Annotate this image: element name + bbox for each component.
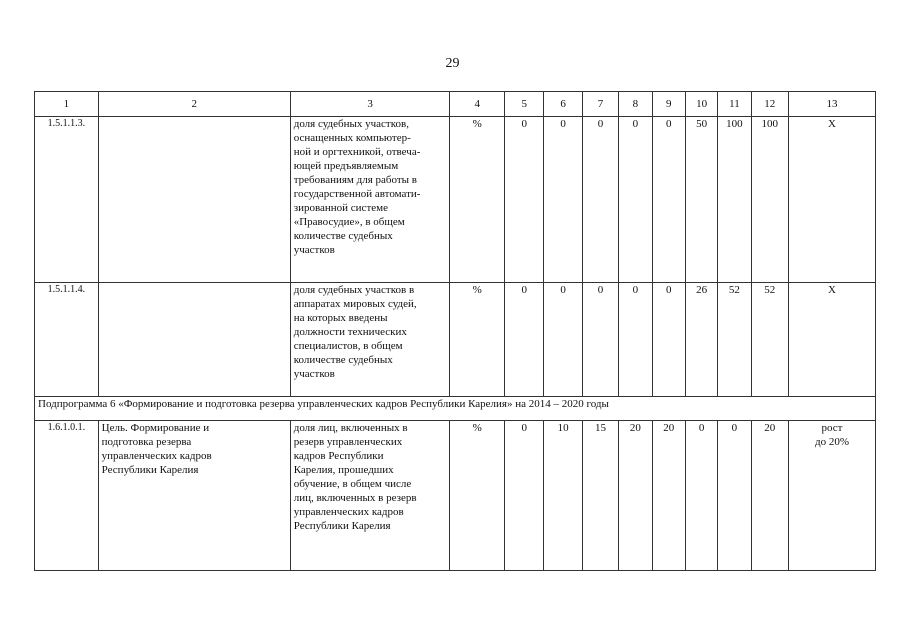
row-value: 0	[685, 421, 717, 571]
row-code: 1.5.1.1.3.	[35, 117, 99, 283]
subprogram-title: Подпрограмма 6 «Формирование и подготовка резерва управленческих кадров Республики Карелия» на 2014 – 2020 годы	[35, 397, 876, 421]
row-value: 100	[718, 117, 751, 283]
row-value: 0	[582, 117, 618, 283]
row-indicator: доля лиц, включенных в резерв управленческих кадров Республики Карелия, прошедших обучение, в общем числе лиц, включенных в резерв управленческих кадров Республики Карелия	[290, 421, 450, 571]
row-result: рост до 20%	[788, 421, 875, 571]
header-cell: 1	[35, 92, 99, 117]
row-value: 0	[505, 283, 544, 397]
row-value: 26	[685, 283, 717, 397]
row-value: 20	[619, 421, 652, 571]
row-value: 0	[544, 283, 582, 397]
row-value: 20	[751, 421, 788, 571]
header-cell: 6	[544, 92, 582, 117]
row-value: 50	[685, 117, 717, 283]
table-row	[35, 117, 876, 283]
row-value: 0	[652, 117, 685, 283]
row-unit: %	[450, 283, 505, 397]
row-value: 100	[751, 117, 788, 283]
row-value: 20	[652, 421, 685, 571]
header-cell: 13	[788, 92, 875, 117]
header-cell: 12	[751, 92, 788, 117]
row-result: Х	[788, 117, 875, 283]
header-cell: 10	[685, 92, 717, 117]
table-row	[35, 421, 876, 571]
row-value: 0	[582, 283, 618, 397]
row-value: 10	[544, 421, 582, 571]
row-value: 0	[544, 117, 582, 283]
page-number: 29	[445, 56, 460, 71]
row-name: Цель. Формирование и подготовка резерва управленческих кадров Республики Карелия	[98, 421, 290, 571]
row-value: 15	[582, 421, 618, 571]
header-cell: 2	[98, 92, 290, 117]
subprogram-row	[35, 397, 876, 421]
header-cell: 4	[450, 92, 505, 117]
row-value: 0	[619, 117, 652, 283]
row-value: 0	[652, 283, 685, 397]
header-cell: 9	[652, 92, 685, 117]
row-code: 1.6.1.0.1.	[35, 421, 99, 571]
row-name	[98, 283, 290, 397]
row-value: 0	[619, 283, 652, 397]
row-result: Х	[788, 283, 875, 397]
header-cell: 5	[505, 92, 544, 117]
row-unit: %	[450, 421, 505, 571]
row-value: 0	[718, 421, 751, 571]
row-unit: %	[450, 117, 505, 283]
row-value: 52	[751, 283, 788, 397]
row-value: 0	[505, 421, 544, 571]
row-indicator: доля судебных участков в аппаратах мировых судей, на которых введены должности технических специалистов, в общем количестве судебных участков	[290, 283, 450, 397]
header-cell: 11	[718, 92, 751, 117]
row-code: 1.5.1.1.4.	[35, 283, 99, 397]
row-value: 0	[505, 117, 544, 283]
table-row	[35, 283, 876, 397]
header-cell: 8	[619, 92, 652, 117]
indicators-table	[34, 91, 876, 571]
header-cell: 3	[290, 92, 450, 117]
row-name	[98, 117, 290, 283]
row-indicator: доля судебных участков, оснащенных компьютер- ной и оргтехникой, отвеча- ющей предъявляемым требованиям для работы в государственной автомати- зированной системе «Правосудие», в общем количестве судебных участков	[290, 117, 450, 283]
header-cell: 7	[582, 92, 618, 117]
header-row	[35, 92, 876, 117]
row-value: 52	[718, 283, 751, 397]
